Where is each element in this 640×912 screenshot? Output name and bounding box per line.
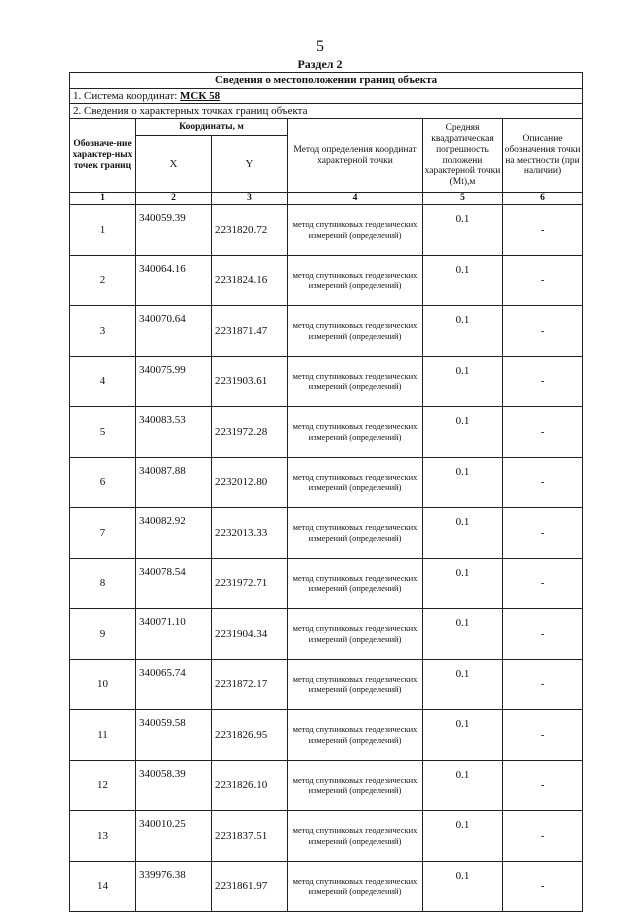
point-number: 12 [70, 760, 136, 811]
point-number: 9 [70, 609, 136, 660]
point-description: - [503, 306, 583, 357]
table-row [70, 659, 583, 710]
error-value: 0.1 [423, 356, 503, 407]
error-value: 0.1 [423, 457, 503, 508]
header-point: Обозначе-ние характер-ных точек границ [70, 119, 136, 193]
point-description: - [503, 407, 583, 458]
method: метод спутниковых геодезических измерений (определений) [288, 356, 423, 407]
coordinate-x: 340059.39 [136, 205, 212, 256]
method: метод спутниковых геодезических измерений (определений) [288, 659, 423, 710]
header-x: X [136, 136, 212, 193]
method: метод спутниковых геодезических измерений (определений) [288, 609, 423, 660]
method: метод спутниковых геодезических измерений (определений) [288, 760, 423, 811]
point-number: 14 [70, 861, 136, 912]
coordinate-x: 340070.64 [136, 306, 212, 357]
header-coordinates: Координаты, м [136, 119, 288, 136]
method: метод спутниковых геодезических измерений (определений) [288, 508, 423, 559]
point-number: 10 [70, 659, 136, 710]
point-description: - [503, 356, 583, 407]
table-row [70, 811, 583, 862]
coordinate-y: 2232013.33 [212, 508, 288, 559]
column-number: 5 [423, 193, 503, 205]
error-value: 0.1 [423, 710, 503, 761]
point-description: - [503, 861, 583, 912]
table-row [70, 558, 583, 609]
coordinate-y: 2231826.95 [212, 710, 288, 761]
section-title: Раздел 2 [297, 57, 343, 71]
column-number: 1 [70, 193, 136, 205]
point-number: 8 [70, 558, 136, 609]
point-number: 2 [70, 255, 136, 306]
coordinate-y: 2232012.80 [212, 457, 288, 508]
coordinate-x: 340083.53 [136, 407, 212, 458]
table-row [70, 306, 583, 357]
coordinate-x: 340087.88 [136, 457, 212, 508]
coordinate-x: 340010.25 [136, 811, 212, 862]
points-section-label: 2. Сведения о характерных точках границ объекта [70, 104, 583, 119]
header-description: Описание обозначения точки на местности (при наличии) [503, 119, 583, 193]
point-description: - [503, 710, 583, 761]
coordinate-x: 340059.58 [136, 710, 212, 761]
point-number: 6 [70, 457, 136, 508]
table-row [70, 205, 583, 256]
point-number: 1 [70, 205, 136, 256]
table-row [70, 407, 583, 458]
coordinate-y: 2231861.97 [212, 861, 288, 912]
page-number: 5 [316, 38, 324, 55]
method: метод спутниковых геодезических измерений (определений) [288, 558, 423, 609]
method: метод спутниковых геодезических измерений (определений) [288, 861, 423, 912]
error-value: 0.1 [423, 659, 503, 710]
method: метод спутниковых геодезических измерений (определений) [288, 710, 423, 761]
point-description: - [503, 508, 583, 559]
coordinate-x: 340075.99 [136, 356, 212, 407]
error-value: 0.1 [423, 407, 503, 458]
point-number: 13 [70, 811, 136, 862]
point-number: 4 [70, 356, 136, 407]
coordinate-y: 2231872.17 [212, 659, 288, 710]
error-value: 0.1 [423, 861, 503, 912]
table-row [70, 710, 583, 761]
error-value: 0.1 [423, 255, 503, 306]
coordinate-x: 340065.74 [136, 659, 212, 710]
point-description: - [503, 609, 583, 660]
column-number: 4 [288, 193, 423, 205]
column-number: 3 [212, 193, 288, 205]
coordinate-y: 2231824.16 [212, 255, 288, 306]
coordinate-y: 2231903.61 [212, 356, 288, 407]
table-row [70, 255, 583, 306]
error-value: 0.1 [423, 760, 503, 811]
method: метод спутниковых геодезических измерений (определений) [288, 811, 423, 862]
point-description: - [503, 760, 583, 811]
point-description: - [503, 558, 583, 609]
coordinate-system-value: МСК 58 [180, 89, 221, 102]
table-row [70, 609, 583, 660]
error-value: 0.1 [423, 558, 503, 609]
coordinate-x: 340058.39 [136, 760, 212, 811]
error-value: 0.1 [423, 306, 503, 357]
coordinate-x: 340078.54 [136, 558, 212, 609]
coordinate-y: 2231837.51 [212, 811, 288, 862]
coordinate-y: 2231904.34 [212, 609, 288, 660]
error-value: 0.1 [423, 811, 503, 862]
error-value: 0.1 [423, 609, 503, 660]
error-value: 0.1 [423, 508, 503, 559]
point-description: - [503, 255, 583, 306]
coordinate-y: 2231972.71 [212, 558, 288, 609]
header-error: Средняя квадратическая погрешность положени характерной точки (Mt),м [423, 119, 503, 193]
point-description: - [503, 205, 583, 256]
column-number: 2 [136, 193, 212, 205]
point-number: 7 [70, 508, 136, 559]
coordinate-x: 340071.10 [136, 609, 212, 660]
coordinate-system-label: 1. Система координат: [73, 89, 181, 102]
header-method: Метод определения координат характерной точки [288, 119, 423, 193]
error-value: 0.1 [423, 205, 503, 256]
point-number: 5 [70, 407, 136, 458]
table-row [70, 356, 583, 407]
boundary-points-table [69, 72, 583, 912]
table-row [70, 457, 583, 508]
method: метод спутниковых геодезических измерений (определений) [288, 306, 423, 357]
coordinate-y: 2231820.72 [212, 205, 288, 256]
point-description: - [503, 457, 583, 508]
table-row [70, 508, 583, 559]
point-number: 3 [70, 306, 136, 357]
column-number: 6 [503, 193, 583, 205]
point-number: 11 [70, 710, 136, 761]
method: метод спутниковых геодезических измерений (определений) [288, 457, 423, 508]
coordinate-x: 340082.92 [136, 508, 212, 559]
coordinate-y: 2231826.10 [212, 760, 288, 811]
coordinate-y: 2231871.47 [212, 306, 288, 357]
method: метод спутниковых геодезических измерений (определений) [288, 205, 423, 256]
table-row [70, 861, 583, 912]
coordinate-y: 2231972.28 [212, 407, 288, 458]
coordinate-system-line [70, 89, 583, 104]
method: метод спутниковых геодезических измерений (определений) [288, 255, 423, 306]
table-row [70, 760, 583, 811]
point-description: - [503, 811, 583, 862]
coordinate-x: 339976.38 [136, 861, 212, 912]
method: метод спутниковых геодезических измерений (определений) [288, 407, 423, 458]
header-y: Y [212, 136, 288, 193]
point-description: - [503, 659, 583, 710]
table-title: Сведения о местоположении границ объекта [70, 73, 583, 89]
coordinate-x: 340064.16 [136, 255, 212, 306]
